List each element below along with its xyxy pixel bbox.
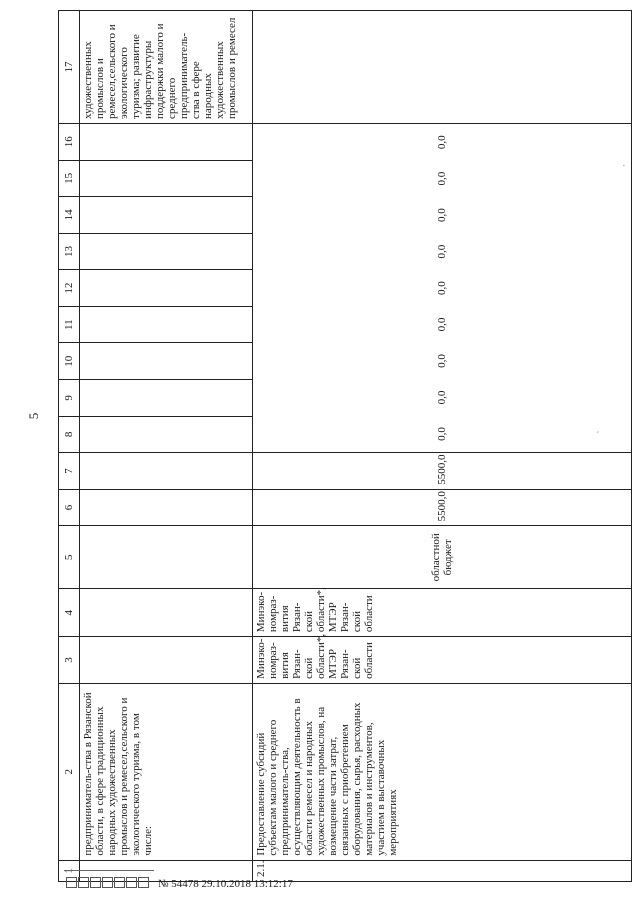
zero-values bbox=[253, 123, 632, 452]
column-header: 16 bbox=[59, 123, 80, 160]
amount-zero: 0,0 bbox=[436, 427, 448, 441]
responsible-coexecutor: Минэко-номраз-вития Рязан-ской области*, МТЭР Рязан-ской области bbox=[253, 589, 632, 637]
column-header: 15 bbox=[59, 160, 80, 197]
amount-zero: 0,0 bbox=[436, 281, 448, 295]
column-header: 9 bbox=[59, 380, 80, 417]
column-number-row bbox=[59, 11, 80, 882]
column-header: 10 bbox=[59, 343, 80, 380]
page-number: 5 bbox=[26, 412, 41, 420]
column-header: 17 bbox=[59, 11, 80, 124]
measure-description: Предоставление субсидий субъектам малого и среднего предприниматель-ства, осуществляющим деятельность в области ремесел и народных художественных промыслов, на возмещение части затрат, связанных с приобретением оборудования, сырья, расходных материалов и инструментов, участием в выставочных мероприятиях bbox=[253, 683, 632, 860]
column-header: 5 bbox=[59, 526, 80, 589]
column-header: 3 bbox=[59, 637, 80, 684]
rotated-sheet bbox=[58, 10, 632, 882]
table-row bbox=[253, 11, 632, 882]
amount-zero: 0,0 bbox=[436, 135, 448, 150]
scan-mark: · bbox=[622, 160, 626, 172]
column-header: 14 bbox=[59, 197, 80, 234]
amount-zero: 0,0 bbox=[436, 354, 448, 368]
column-header: 2 bbox=[59, 683, 80, 860]
column-header: 4 bbox=[59, 589, 80, 637]
table-row bbox=[80, 11, 253, 882]
budget-table bbox=[58, 10, 632, 882]
column-header: 8 bbox=[59, 416, 80, 453]
column-header: 13 bbox=[59, 233, 80, 270]
amount-zero: 0,0 bbox=[436, 171, 448, 186]
amount-zero: 0,0 bbox=[436, 244, 448, 259]
column-header: 1 bbox=[59, 860, 80, 881]
column-header: 6 bbox=[59, 489, 80, 526]
funding-source: областной бюджет bbox=[253, 526, 632, 589]
amount-total: 5500,0 bbox=[253, 489, 632, 526]
amount-zero: 0,0 bbox=[436, 208, 448, 222]
intro-description: предприниматель-ства в Рязанской области, в сфере традиционных народных художественных промыслов и ремесел,сельского и экологического туризма, в том числе: bbox=[80, 683, 253, 860]
responsible-executor: Минэко-номраз-вития Рязан-ской области*, МТЭР Рязан-ской области bbox=[253, 637, 632, 684]
amount-year: 5500,0 bbox=[253, 453, 632, 490]
registration-number: № 54478 29.10.2018 13:12:17 bbox=[158, 878, 293, 890]
column-header: 7 bbox=[59, 453, 80, 490]
amount-zero: 0,0 bbox=[436, 390, 448, 405]
document-stamp bbox=[64, 870, 154, 893]
amount-zero: 0,0 bbox=[436, 317, 448, 332]
column-header: 12 bbox=[59, 270, 80, 307]
scan-mark: ´ bbox=[596, 430, 600, 442]
row-number: 2.1. bbox=[253, 860, 632, 881]
column-header: 11 bbox=[59, 306, 80, 343]
intro-result: художественных промыслов и ремесел,сельского и экологического туризма; развитие инфраструктуры поддержки малого и среднего предприниматель-ства в сфере народных художественных промыслов и ремесел bbox=[80, 11, 253, 124]
